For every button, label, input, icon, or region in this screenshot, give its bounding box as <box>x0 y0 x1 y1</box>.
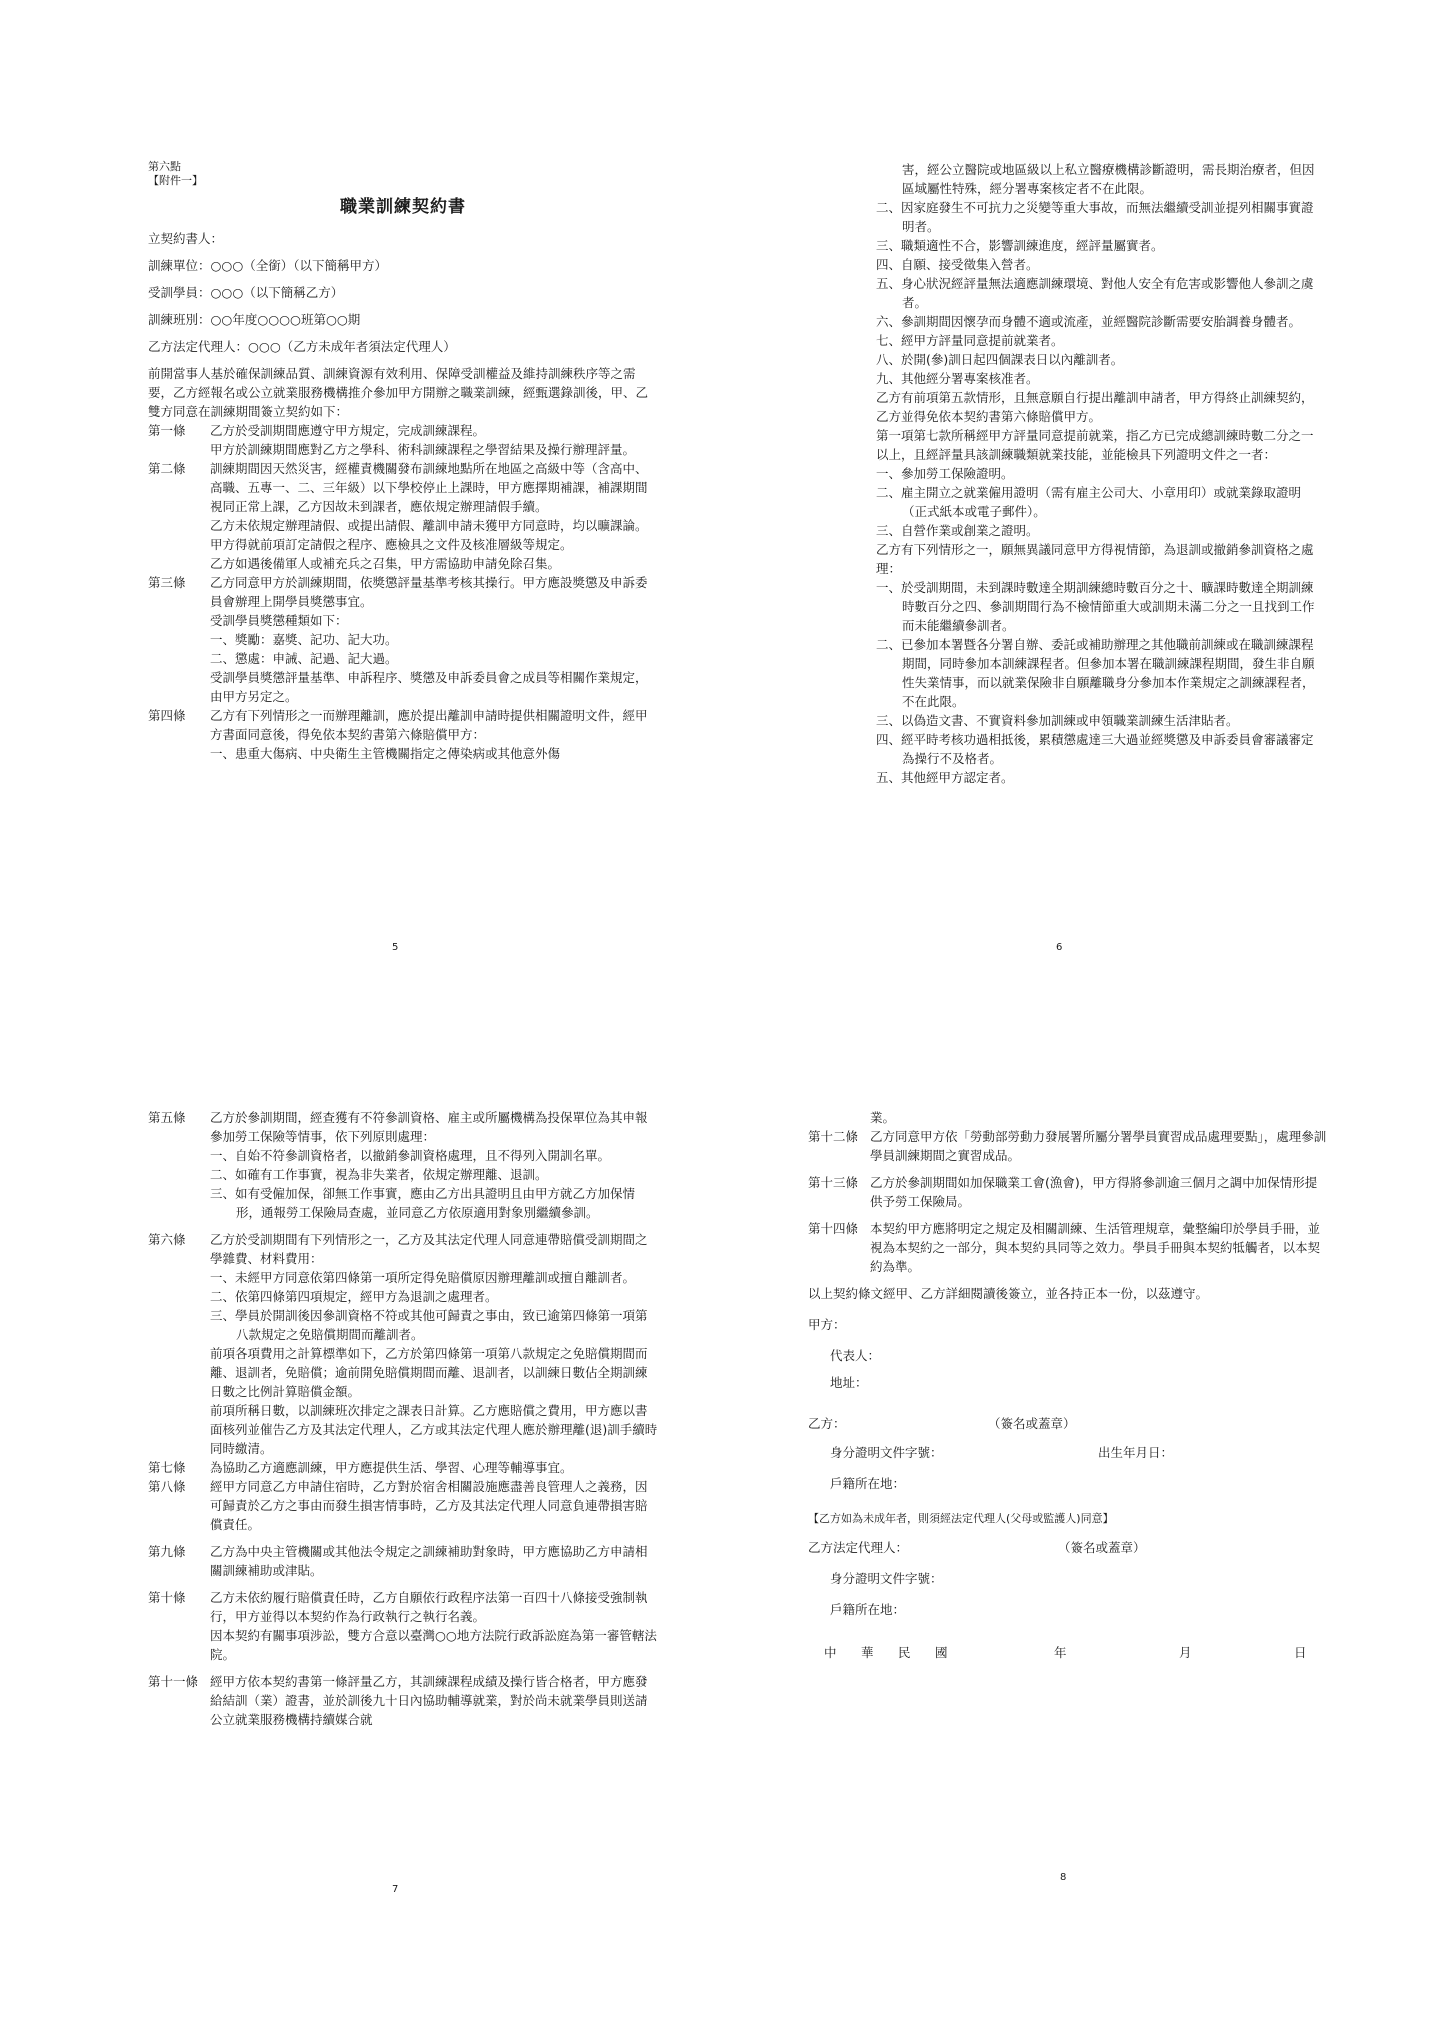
article-14 <box>808 1219 1328 1276</box>
continued-text: 業。 <box>870 1110 896 1125</box>
article-text: 乙方未依約履行賠償責任時，乙方自願依行政程序法第一百四十八條接受強制執行，甲方並得以本契約作為行政執行之執行名義。 <box>210 1590 648 1624</box>
date-row <box>808 1643 1328 1662</box>
article-10 <box>148 1588 658 1664</box>
article-text: 甲方得就前項訂定請假之程序、應檢具之文件及核准層級等規定。 <box>210 537 573 552</box>
article-item: 二、依第四條第四項規定，經甲方為退訓之處理者。 <box>210 1289 498 1304</box>
article-text: 乙方未依規定辦理請假、或提出請假、離訓申請未獲甲方同意時，均以曠課論。 <box>210 518 648 533</box>
list-item: 二、雇主開立之就業僱用證明（需有雇主公司大、小章用印）或就業錄取證明（正式紙本或電子郵件）。 <box>876 485 1302 519</box>
article-text: 乙方為中央主管機關或其他法令規定之訓練補助對象時，甲方應協助乙方申請相關訓練補助或津貼。 <box>210 1544 648 1578</box>
article-text: 甲方於訓練期間應對乙方之學科、術科訓練課程之學習結果及操行辦理評量。 <box>210 442 636 457</box>
list-item: 三、以偽造文書、不實資料參加訓練或申領職業訓練生活津貼者。 <box>876 713 1239 728</box>
signature-placeholder: （簽名或蓋章） <box>1058 1540 1146 1555</box>
article-label: 第六條 <box>148 1232 186 1247</box>
article-text: 乙方如遇後備軍人或補充兵之召集，甲方需協助申請免除召集。 <box>210 556 561 571</box>
list-item: 害，經公立醫院或地區級以上私立醫療機構診斷證明，需長期治療者，但因區域屬性特殊，經分署專案核定者不在此限。 <box>902 162 1315 196</box>
intro-line: 立契約書人： <box>148 231 224 246</box>
page-6 <box>876 160 1322 960</box>
article-item: 三、如有受僱加保，卻無工作事實，應由乙方出具證明且由甲方就乙方加保情形，通報勞工保險局查處，並同意乙方依原適用對象別繼續參訓。 <box>210 1186 636 1220</box>
article-2 <box>148 459 658 573</box>
article-item: 二、如確有工作事實，視為非失業者，依規定辦理離、退訓。 <box>210 1167 548 1182</box>
article-label: 第四條 <box>148 708 186 723</box>
intro-line: 受訓學員：○○○（以下簡稱乙方） <box>148 285 344 300</box>
article-6 <box>148 1230 658 1458</box>
article-label: 第三條 <box>148 575 186 590</box>
article-label: 第二條 <box>148 461 186 476</box>
article-text: 因本契約有關事項涉訟，雙方合意以臺灣○○地方法院行政訴訟庭為第一審管轄法院。 <box>210 1628 657 1662</box>
article-text: 乙方同意甲方依「勞動部勞動力發展署所屬分署學員實習成品處理要點」，處理參訓學員訓練期間之實習成品。 <box>870 1129 1327 1163</box>
representative-label: 代表人： <box>830 1348 881 1363</box>
date-prefix: 中 華 民 國 <box>824 1645 954 1660</box>
guardian-id-label: 身分證明文件字號： <box>830 1571 943 1586</box>
guardian-label: 乙方法定代理人： <box>808 1540 909 1555</box>
article-text: 為協助乙方適應訓練，甲方應提供生活、學習、心理等輔導事宜。 <box>210 1460 573 1475</box>
preamble: 前開當事人基於確保訓練品質、訓練資源有效利用、保障受訓權益及維持訓練秩序等之需要，乙方經報名或公立就業服務機構推介參加甲方開辦之職業訓練，經甄選錄訓後，甲、乙雙方同意在訓練期間簽立契約如下： <box>148 366 649 419</box>
article-label: 第九條 <box>148 1544 186 1559</box>
article-text: 經甲方依本契約書第一條評量乙方，其訓練課程成績及操行皆合格者，甲方應發給結訓（業）證書，並於訓後九十日內協助輔導就業，對於尚未就業學員則送請公立就業服務機構持續媒合就 <box>210 1674 648 1727</box>
article-label: 第十三條 <box>808 1175 859 1190</box>
list-item: 七、經甲方評量同意提前就業者。 <box>876 333 1064 348</box>
id-doc-label: 身分證明文件字號： <box>830 1445 943 1460</box>
intro-line: 乙方法定代理人：○○○（乙方未成年者須法定代理人） <box>148 339 456 354</box>
header-point: 第六點 <box>148 160 181 173</box>
page-number: 6 <box>1056 942 1063 953</box>
list-item: 三、自營作業或創業之證明。 <box>876 523 1039 538</box>
page-number: 8 <box>1060 1872 1067 1883</box>
article-text: 乙方同意甲方於訓練期間，依獎懲評量基準考核其操行。甲方應設獎懲及申訴委員會辦理上開學員獎懲事宜。 <box>210 575 648 609</box>
page-8 <box>808 1108 1328 1928</box>
article-9 <box>148 1542 658 1580</box>
address-label: 地址： <box>830 1375 868 1390</box>
list-item: 一、於受訓期間，未到課時數達全期訓練總時數百分之十、曠課時數達全期訓練時數百分之四、參訓期間行為不檢情節重大或訓期未滿二分之一且找到工作而未能繼續參訓者。 <box>876 580 1315 633</box>
article-text: 乙方於受訓期間有下列情形之一，乙方及其法定代理人同意連帶賠償受訓期間之學雜費、材料費用： <box>210 1232 648 1266</box>
header-attachment: 【附件一】 <box>148 174 203 187</box>
birth-date-label: 出生年月日： <box>1098 1445 1174 1460</box>
list-item: 八、於開(參)訓日起四個課表日以內離訓者。 <box>876 352 1124 367</box>
page-7 <box>148 1108 658 1928</box>
article-text: 乙方於參訓期間如加保職業工會(漁會)，甲方得將參訓逾三個月之調中加保情形提供予勞工保險局。 <box>870 1175 1318 1209</box>
article-text: 前項所稱日數，以訓練班次排定之課表日計算。乙方應賠償之費用，甲方應以書面核列並催告乙方及其法定代理人，乙方或其法定代理人應於辦理離(退)訓手續時同時繳清。 <box>210 1403 658 1456</box>
article-13 <box>808 1173 1328 1211</box>
article-label: 第七條 <box>148 1460 186 1475</box>
page-number: 7 <box>392 1884 399 1895</box>
party-a-label: 甲方： <box>808 1317 846 1332</box>
article-item: 一、患重大傷病、中央衛生主管機關指定之傳染病或其他意外傷 <box>210 746 561 761</box>
paragraph: 乙方有前項第五款情形，且無意願自行提出離訓申請者，甲方得終止訓練契約，乙方並得免依本契約書第六條賠償甲方。 <box>876 390 1314 424</box>
article-4 <box>148 706 658 763</box>
page-5 <box>148 160 658 960</box>
article-5 <box>148 1108 658 1222</box>
date-year: 年 <box>1054 1645 1073 1660</box>
article-3 <box>148 573 658 706</box>
household-label: 戶籍所在地： <box>830 1476 906 1491</box>
article-item: 一、自始不符參訓資格者，以撤銷參訓資格處理，且不得列入開訓名單。 <box>210 1148 611 1163</box>
intro-line: 訓練單位：○○○（全銜）（以下簡稱甲方） <box>148 258 387 273</box>
article-text: 經甲方同意乙方申請住宿時，乙方對於宿舍相關設施應盡善良管理人之義務，因可歸責於乙方之事由而發生損害情事時，乙方及其法定代理人同意負連帶損害賠償責任。 <box>210 1479 648 1532</box>
article-text: 乙方於參訓期間，經查獲有不符參訓資格、雇主或所屬機構為投保單位為其申報參加勞工保險等情事，依下列原則處理： <box>210 1110 648 1144</box>
list-item: 五、身心狀況經評量無法適應訓練環境、對他人安全有危害或影響他人參訓之虞者。 <box>876 276 1314 310</box>
party-b-row <box>808 1414 1328 1433</box>
article-label: 第十一條 <box>148 1674 199 1689</box>
list-item: 二、因家庭發生不可抗力之災變等重大事故，而無法繼續受訓並提列相關事實證明者。 <box>876 200 1314 234</box>
list-item: 五、其他經甲方認定者。 <box>876 770 1014 785</box>
article-text: 本契約甲方應將明定之規定及相關訓練、生活管理規章，彙整編印於學員手冊，並視為本契約之一部分，與本契約具同等之效力。學員手冊與本契約牴觸者，以本契約為準。 <box>870 1221 1321 1274</box>
article-text: 訓練期間因天然災害，經權責機關發布訓練地點所在地區之高級中等（含高中、高職、五專一、二、三年級）以下學校停止上課時，甲方應擇期補課，補課期間視同正常上課，乙方因故未到課者，應依規定辦理請假手續。 <box>210 461 648 514</box>
article-item: 二、懲處：申誡、記過、記大過。 <box>210 651 398 666</box>
signature-placeholder: （簽名或蓋章） <box>988 1416 1076 1431</box>
article-item: 一、獎勵：嘉獎、記功、記大功。 <box>210 632 398 647</box>
list-item: 九、其他經分署專案核准者。 <box>876 371 1039 386</box>
paragraph: 乙方有下列情形之一，願無異議同意甲方得視情節，為退訓或撤銷參訓資格之處理： <box>876 542 1314 576</box>
article-label: 第十條 <box>148 1590 186 1605</box>
article-11 <box>148 1672 658 1729</box>
article-label: 第八條 <box>148 1479 186 1494</box>
page-number: 5 <box>392 942 399 953</box>
article-label: 第十二條 <box>808 1129 859 1144</box>
guardian-row <box>808 1538 1328 1557</box>
list-item: 三、職類適性不合，影響訓練進度，經評量屬實者。 <box>876 238 1164 253</box>
article-text: 受訓學員獎懲種類如下： <box>210 613 348 628</box>
list-item: 六、參訓期間因懷孕而身體不適或流產，並經醫院診斷需要安胎調養身體者。 <box>876 314 1302 329</box>
doc-title: 職業訓練契約書 <box>340 197 466 217</box>
article-text: 乙方有下列情形之一而辦理離訓，應於提出離訓申請時提供相關證明文件，經甲方書面同意後，得免依本契約書第六條賠償甲方： <box>210 708 648 742</box>
intro-line: 訓練班別：○○年度○○○○班第○○期 <box>148 312 361 327</box>
party-b-id-row <box>808 1443 1328 1462</box>
guardian-household-label: 戶籍所在地： <box>830 1602 906 1617</box>
list-item: 四、經平時考核功過相抵後，累積懲處達三大過並經獎懲及申訴委員會審議審定為操行不及格者。 <box>876 732 1314 766</box>
article-label: 第十四條 <box>808 1221 859 1236</box>
article-text: 受訓學員獎懲評量基準、申訴程序、獎懲及申訴委員會之成員等相關作業規定，由甲方另定之。 <box>210 670 648 704</box>
article-1 <box>148 421 658 459</box>
date-day: 日 <box>1294 1645 1313 1660</box>
closing-statement: 以上契約條文經甲、乙方詳細閱讀後簽立，並各持正本一份，以茲遵守。 <box>808 1286 1209 1301</box>
minor-note: 【乙方如為未成年者，則須經法定代理人(父母或監護人)同意】 <box>808 1512 1114 1525</box>
paragraph: 第一項第七款所稱經甲方評量同意提前就業，指乙方已完成總訓練時數二分之一以上，且經評量具該訓練職類就業技能，並能檢具下列證明文件之一者： <box>876 428 1314 462</box>
article-text: 乙方於受訓期間應遵守甲方規定，完成訓練課程。 <box>210 423 486 438</box>
party-b-label: 乙方： <box>808 1416 846 1431</box>
list-item: 四、自願、接受徵集入營者。 <box>876 257 1039 272</box>
article-label: 第一條 <box>148 423 186 438</box>
article-8 <box>148 1477 658 1534</box>
article-12 <box>808 1127 1328 1165</box>
article-7 <box>148 1458 658 1477</box>
article-item: 三、學員於開訓後因參訓資格不符或其他可歸責之事由，致已逾第四條第一項第八款規定之免賠償期間而離訓者。 <box>210 1308 648 1342</box>
date-month: 月 <box>1179 1645 1198 1660</box>
article-item: 一、未經甲方同意依第四條第一項所定得免賠償原因辦理離訓或擅自離訓者。 <box>210 1270 636 1285</box>
list-item: 一、參加勞工保險證明。 <box>876 466 1014 481</box>
article-label: 第五條 <box>148 1110 186 1125</box>
list-item: 二、已參加本署暨各分署自辦、委託或補助辦理之其他職前訓練或在職訓練課程期間，同時參加本訓練課程者。但參加本署在職訓練課程期間，發生非自願性失業情事，而以就業保險非自願離職身分參加本作業規定之訓練課程者，不在此限。 <box>876 637 1315 709</box>
article-text: 前項各項費用之計算標準如下，乙方於第四條第一項第八款規定之免賠償期間而離、退訓者，免賠償；逾前開免賠償期間而離、退訓者，以訓練日數佔全期訓練日數之比例計算賠償金額。 <box>210 1346 648 1399</box>
